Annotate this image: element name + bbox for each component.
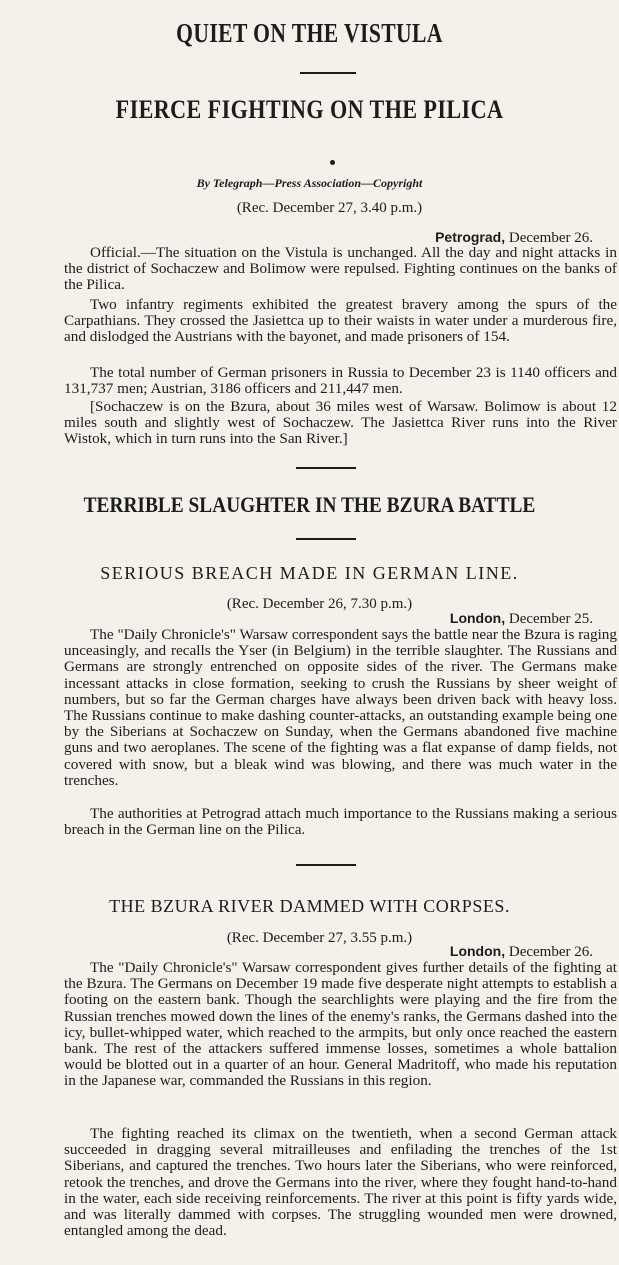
dateline-place: Petrograd, bbox=[435, 229, 506, 245]
subheading: SERIOUS BREACH MADE IN GERMAN LINE. bbox=[100, 563, 519, 583]
subheading: THE BZURA RIVER DAMMED WITH CORPSES. bbox=[109, 896, 510, 916]
article-paragraph: The authorities at Petrograd attach much importance to the Russians making a serious breach in the German line on the Pilica. bbox=[64, 805, 617, 839]
rule-divider bbox=[300, 72, 356, 74]
dateline-date: December 25. bbox=[508, 611, 593, 627]
rule-divider bbox=[296, 538, 356, 540]
dateline-place: London, bbox=[449, 943, 506, 959]
headline-main: QUIET ON THE VISTULA bbox=[176, 18, 443, 48]
received-time: (Rec. December 27, 3.55 p.m.) bbox=[226, 930, 413, 946]
article-paragraph: Two infantry regiments exhibited the greatest bravery among the spurs of the Carpathians. They crossed the Jasiettca up to their waists in water under a murderous fire, and dislodged the Austrians with the bayonet, and made prisoners of 154. bbox=[64, 296, 617, 346]
article-paragraph: Official.—The situation on the Vistula is unchanged. All the day and night attacks in the district of Sochaczew and Bolimow were repulsed. Fighting continues on the banks of the Pilica. bbox=[64, 244, 617, 294]
dateline-place: London, bbox=[449, 610, 506, 626]
article-paragraph: [Sochaczew is on the Bzura, about 36 miles west of Warsaw. Bolimow is about 12 miles south and slightly west of Sochaczew. The Jasiettca River runs into the River Wistok, which in turn runs into the San River.] bbox=[64, 398, 617, 448]
article-paragraph: The fighting reached its climax on the twentieth, when a second German attack succeeded in dragging several mitrailleuses and enfilading the trenches of the 1st Siberians, and captured the trenches. Two hours later the Siberians, who were reinforced, retook the trenches, and drove the Germans into the river, where they fought hand-to-hand in the water, each side receiving reinforcements. The river at this point is fifty yards wide, and was literally dammed with corpses. The struggling wounded men were drowned, entangled among the dead. bbox=[64, 1125, 617, 1240]
divider-dot bbox=[330, 160, 335, 165]
article-paragraph: The "Daily Chronicle's" Warsaw correspondent gives further details of the fighting at the Bzura. The Germans on December 19 made five desperate night attempts to establish a footing on the eastern bank. Though the searchlights were playing and the fire from the Russian trenches mowed down the lines of the enemy's ranks, the Germans dashed into the icy, bullet-whipped water, which reached to the armpits, but only once reached the eastern bank. The rest of the attackers suffered immense losses, sometimes a whole battalion would be blotted out in a quarter of an hour. General Madritoff, who made his reputation in the Japanese war, commanded the Russians in this region. bbox=[64, 959, 617, 1090]
dateline-date: December 26. bbox=[508, 944, 593, 960]
headline-sub: FIERCE FIGHTING ON THE PILICA bbox=[115, 95, 504, 124]
received-time: (Rec. December 26, 7.30 p.m.) bbox=[226, 596, 413, 612]
article-paragraph: The "Daily Chronicle's" Warsaw correspondent says the battle near the Bzura is raging unceasingly, and recalls the Yser (in Belgium) in the terrible slaughter. The Russians and Germans are strongly entrenched on opposite sides of the river. The Germans make incessant attacks in close formation, seeking to crush the Russians by sheer weight of numbers, but so far the German charges have always been driven back with heavy loss. The Russians continue to make dashing counter-attacks, an outstanding example being one by the Siberians at Sochaczew on Sunday, when the Germans abandoned five machine guns and two aeroplanes. The scene of the fighting was a flat expanse of damp fields, not covered with snow, but a bleak wind was blowing, and there was much water in the trenches. bbox=[64, 626, 617, 789]
section-heading: TERRIBLE SLAUGHTER IN THE BZURA BATTLE bbox=[83, 492, 536, 517]
rule-divider bbox=[296, 864, 356, 866]
rule-divider bbox=[296, 467, 356, 469]
received-time: (Rec. December 27, 3.40 p.m.) bbox=[236, 200, 423, 216]
dateline-date: December 26. bbox=[508, 230, 593, 246]
article-paragraph: The total number of German prisoners in Russia to December 23 is 1140 officers and 131,737 men; Austrian, 3186 officers and 211,447 men. bbox=[64, 364, 617, 398]
byline: By Telegraph—Press Association—Copyright bbox=[196, 176, 423, 190]
